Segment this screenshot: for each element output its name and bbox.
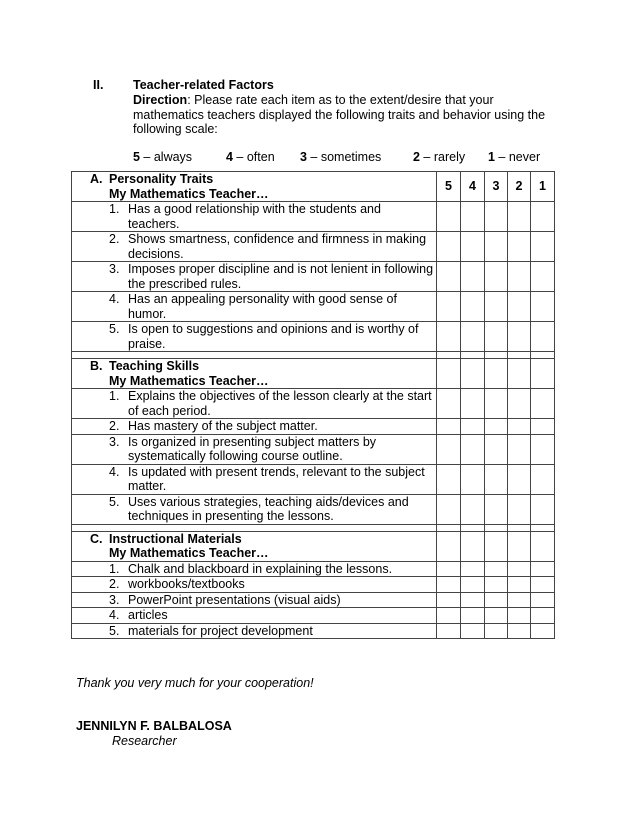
rating-cell[interactable] [437, 359, 461, 389]
rating-cell[interactable] [461, 531, 485, 561]
rating-cell[interactable] [508, 531, 531, 561]
rating-cell[interactable] [531, 464, 555, 494]
rating-cell[interactable] [437, 202, 461, 232]
item-number: 3. [109, 592, 120, 607]
rating-cell[interactable] [461, 202, 485, 232]
rating-cell[interactable] [461, 322, 485, 352]
direction-paragraph [133, 93, 553, 137]
scale-item [226, 150, 275, 165]
item-statement [72, 322, 436, 351]
category-subtitle: My Mathematics Teacher… [109, 186, 269, 201]
rating-cell[interactable] [461, 623, 485, 639]
spacer-cell [437, 524, 461, 531]
item-cell [72, 577, 437, 593]
rating-cell[interactable] [437, 592, 461, 608]
direction-label: Direction [133, 93, 188, 107]
spacer-cell [485, 352, 508, 359]
rating-cell[interactable] [461, 262, 485, 292]
category-subtitle: My Mathematics Teacher… [109, 546, 269, 560]
category-header-row [72, 531, 555, 561]
item-cell [72, 292, 437, 322]
rating-header: 1 [531, 172, 555, 202]
category-letter: A. [90, 172, 103, 186]
rating-cell[interactable] [531, 531, 555, 561]
rating-header: 4 [461, 172, 485, 202]
rating-cell[interactable] [508, 419, 531, 435]
item-statement [72, 593, 436, 608]
spacer-cell [437, 352, 461, 359]
item-statement [72, 577, 436, 592]
item-number: 2. [109, 232, 120, 246]
rating-header: 3 [485, 172, 508, 202]
rating-cell[interactable] [485, 608, 508, 624]
spacer-row [72, 352, 555, 359]
item-text: Chalk and blackboard in explaining the lessons. [128, 561, 393, 576]
item-statement [72, 389, 436, 418]
rating-cell[interactable] [437, 577, 461, 593]
rating-cell[interactable] [437, 292, 461, 322]
rating-cell[interactable] [508, 464, 531, 494]
category-subtitle: My Mathematics Teacher… [109, 373, 269, 388]
scale-item [300, 150, 381, 165]
scale-label: – often [232, 150, 275, 164]
item-text: articles [128, 608, 168, 622]
item-cell [72, 608, 437, 624]
rating-cell[interactable] [508, 494, 531, 524]
category-title [72, 172, 436, 187]
item-text: Has mastery of the subject matter. [128, 419, 318, 433]
rating-cell[interactable] [437, 464, 461, 494]
rating-cell[interactable] [437, 608, 461, 624]
scale-label: – never [494, 150, 541, 164]
item-text: Is organized in presenting subject matters by systematically following course outline. [128, 434, 377, 463]
rating-cell[interactable] [531, 262, 555, 292]
item-text: Uses various strategies, teaching aids/devices and techniques in presenting the lessons. [128, 494, 409, 523]
item-text: materials for project development [128, 623, 313, 638]
rating-cell[interactable] [461, 419, 485, 435]
table-row [72, 202, 555, 232]
scale-value: 5 [133, 150, 140, 164]
item-text: Explains the objectives of the lesson clearly at the start of each period. [128, 389, 432, 418]
scale-label: – sometimes [306, 150, 382, 164]
spacer-cell [531, 352, 555, 359]
rating-cell[interactable] [461, 434, 485, 464]
rating-header: 5 [437, 172, 461, 202]
category-title [72, 532, 436, 547]
spacer-cell [508, 352, 531, 359]
item-statement [72, 624, 436, 639]
scale-item [133, 150, 192, 165]
rating-cell[interactable] [531, 322, 555, 352]
item-text: Imposes proper discipline and is not lenient in following the prescribed rules. [128, 262, 434, 291]
item-statement [72, 232, 436, 261]
rating-cell[interactable] [461, 464, 485, 494]
rating-cell[interactable] [437, 389, 461, 419]
table-row [72, 434, 555, 464]
rating-cell[interactable] [531, 623, 555, 639]
rating-cell[interactable] [437, 623, 461, 639]
item-statement [72, 465, 436, 494]
rating-cell[interactable] [437, 531, 461, 561]
item-text: Shows smartness, confidence and firmness in making decisions. [128, 232, 427, 261]
rating-cell[interactable] [508, 577, 531, 593]
category-title-cell [72, 531, 437, 561]
table-row [72, 623, 555, 639]
rating-cell[interactable] [531, 202, 555, 232]
rating-cell[interactable] [531, 292, 555, 322]
rating-cell[interactable] [508, 592, 531, 608]
section-title: Teacher-related Factors [133, 78, 274, 92]
rating-cell[interactable] [485, 389, 508, 419]
table-row [72, 577, 555, 593]
table-row [72, 561, 555, 577]
rating-cell[interactable] [531, 561, 555, 577]
rating-cell[interactable] [531, 592, 555, 608]
rating-cell[interactable] [461, 561, 485, 577]
table-row [72, 232, 555, 262]
rating-cell[interactable] [531, 359, 555, 389]
category-letter: C. [90, 531, 103, 546]
direction-text: : Please rate each item as to the extent/desire that your mathematics teachers displayed the following traits and behavior using the following scale: [133, 93, 546, 136]
table-row [72, 322, 555, 352]
item-statement [72, 292, 436, 321]
rating-cell[interactable] [485, 292, 508, 322]
table-row [72, 419, 555, 435]
item-number: 5. [109, 623, 120, 638]
spacer-cell [72, 524, 437, 531]
item-statement [72, 202, 436, 231]
scale-label: – always [139, 150, 193, 164]
item-text: Is open to suggestions and opinions and is worthy of praise. [128, 322, 419, 351]
rating-cell[interactable] [461, 232, 485, 262]
rating-cell[interactable] [508, 389, 531, 419]
spacer-cell [72, 352, 437, 359]
item-number: 1. [109, 202, 120, 216]
item-cell [72, 419, 437, 435]
spacer-cell [531, 524, 555, 531]
rating-table-body [72, 172, 555, 639]
rating-cell[interactable] [508, 322, 531, 352]
rating-cell[interactable] [485, 531, 508, 561]
item-statement [72, 495, 436, 524]
spacer-cell [461, 352, 485, 359]
table-row [72, 608, 555, 624]
rating-cell[interactable] [508, 623, 531, 639]
item-number: 5. [109, 322, 120, 336]
item-number: 2. [109, 419, 120, 433]
rating-cell[interactable] [461, 292, 485, 322]
scale-item [413, 150, 465, 165]
table-row [72, 389, 555, 419]
spacer-cell [485, 524, 508, 531]
item-number: 4. [109, 608, 120, 622]
rating-cell[interactable] [531, 232, 555, 262]
item-number: 1. [109, 389, 120, 403]
category-title [72, 359, 436, 374]
rating-cell[interactable] [437, 434, 461, 464]
rating-table [71, 171, 555, 639]
rating-cell[interactable] [485, 592, 508, 608]
rating-cell[interactable] [437, 232, 461, 262]
category-title-text: Personality Traits [109, 172, 214, 186]
category-title-cell [72, 172, 437, 202]
item-text: Has a good relationship with the students and teachers. [128, 202, 381, 231]
item-number: 5. [109, 494, 120, 509]
item-cell [72, 623, 437, 639]
table-row [72, 292, 555, 322]
table-row [72, 592, 555, 608]
rating-cell[interactable] [508, 232, 531, 262]
scale-value: 1 [488, 150, 495, 164]
item-cell [72, 494, 437, 524]
item-number: 3. [109, 262, 120, 276]
category-letter: B. [90, 359, 103, 373]
scale-label: – rarely [419, 150, 466, 164]
table-row [72, 464, 555, 494]
rating-cell[interactable] [437, 419, 461, 435]
researcher-role: Researcher [112, 734, 177, 748]
scale-value: 4 [226, 150, 233, 164]
item-number: 1. [109, 561, 120, 576]
item-text: Is updated with present trends, relevant to the subject matter. [128, 464, 425, 493]
item-number: 4. [109, 292, 120, 306]
rating-cell[interactable] [531, 608, 555, 624]
item-cell [72, 389, 437, 419]
rating-cell[interactable] [508, 608, 531, 624]
rating-cell[interactable] [437, 262, 461, 292]
rating-cell[interactable] [508, 262, 531, 292]
item-cell [72, 322, 437, 352]
rating-cell[interactable] [531, 577, 555, 593]
item-cell [72, 561, 437, 577]
rating-cell[interactable] [437, 322, 461, 352]
rating-cell[interactable] [461, 608, 485, 624]
rating-cell[interactable] [485, 262, 508, 292]
item-cell [72, 592, 437, 608]
item-statement [72, 419, 436, 434]
spacer-cell [508, 524, 531, 531]
spacer-row [72, 524, 555, 531]
rating-cell[interactable] [531, 419, 555, 435]
item-statement [72, 608, 436, 623]
rating-cell[interactable] [461, 389, 485, 419]
item-statement [72, 262, 436, 291]
item-statement [72, 435, 436, 464]
item-cell [72, 464, 437, 494]
category-title-text: Instructional Materials [109, 531, 242, 546]
item-statement [72, 562, 436, 577]
category-header-row [72, 172, 555, 202]
item-cell [72, 434, 437, 464]
rating-cell[interactable] [485, 202, 508, 232]
item-number: 4. [109, 464, 120, 479]
rating-cell[interactable] [531, 434, 555, 464]
table-row [72, 262, 555, 292]
item-cell [72, 262, 437, 292]
item-text: PowerPoint presentations (visual aids) [128, 592, 341, 607]
rating-cell[interactable] [485, 623, 508, 639]
item-number: 3. [109, 434, 120, 449]
rating-cell[interactable] [485, 494, 508, 524]
rating-cell[interactable] [485, 322, 508, 352]
item-text: workbooks/textbooks [128, 577, 245, 591]
rating-header: 2 [508, 172, 531, 202]
rating-cell[interactable] [485, 577, 508, 593]
rating-cell[interactable] [531, 389, 555, 419]
thanks-note: Thank you very much for your cooperation! [76, 676, 314, 690]
rating-cell[interactable] [485, 419, 508, 435]
rating-cell[interactable] [485, 232, 508, 262]
rating-cell[interactable] [461, 592, 485, 608]
scale-value: 3 [300, 150, 307, 164]
item-cell [72, 232, 437, 262]
rating-cell[interactable] [531, 494, 555, 524]
section-number: II. [93, 78, 104, 92]
rating-cell[interactable] [508, 561, 531, 577]
researcher-name: JENNILYN F. BALBALOSA [76, 719, 232, 733]
rating-cell[interactable] [508, 434, 531, 464]
item-cell [72, 202, 437, 232]
rating-cell[interactable] [485, 561, 508, 577]
scale-value: 2 [413, 150, 420, 164]
rating-cell[interactable] [485, 464, 508, 494]
rating-cell[interactable] [461, 359, 485, 389]
rating-cell[interactable] [437, 494, 461, 524]
item-text: Has an appealing personality with good sense of humor. [128, 292, 397, 321]
rating-cell[interactable] [508, 359, 531, 389]
rating-cell[interactable] [508, 292, 531, 322]
rating-cell[interactable] [485, 359, 508, 389]
rating-cell[interactable] [461, 494, 485, 524]
rating-cell[interactable] [461, 577, 485, 593]
rating-cell[interactable] [485, 434, 508, 464]
rating-cell[interactable] [437, 561, 461, 577]
scale-item [488, 150, 540, 165]
category-title-cell [72, 359, 437, 389]
table-row [72, 494, 555, 524]
spacer-cell [461, 524, 485, 531]
category-header-row [72, 359, 555, 389]
category-title-text: Teaching Skills [109, 359, 200, 373]
item-number: 2. [109, 577, 120, 591]
rating-cell[interactable] [508, 202, 531, 232]
